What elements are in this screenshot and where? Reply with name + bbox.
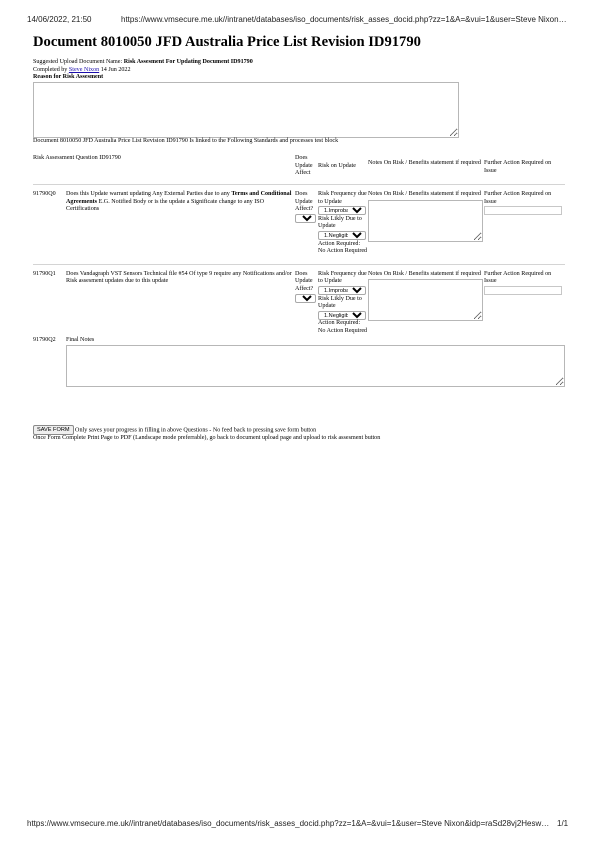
notes-label: Notes On Risk / Benefits statement if required <box>368 270 481 277</box>
header-notes: Notes On Risk / Benefits statement if required <box>368 160 481 166</box>
notes-textarea[interactable] <box>368 200 483 242</box>
completed-date: 14 Jun 2022 <box>100 66 131 73</box>
save-line <box>33 425 565 435</box>
further-action-cell <box>484 185 565 265</box>
risk-likely-label: Risk Likly Due to Update <box>318 215 362 230</box>
further-action-label: Further Action Required on Issue <box>484 191 552 205</box>
risk-frequency-select[interactable] <box>318 206 366 215</box>
suggested-name-label: Suggested Upload Document Name: <box>33 59 124 65</box>
linked-standards-text: Document 8010050 JFD Australia Price List Revision ID91790 Is linked to the Following Standards and processes test block <box>33 138 339 144</box>
completed-by-link[interactable]: Steve Nixon <box>68 66 100 73</box>
final-notes-label: Final Notes <box>66 336 95 343</box>
notes-label: Notes On Risk / Benefits statement if required <box>368 191 481 197</box>
completed-by-label: Completed by <box>33 66 69 73</box>
save-form-button[interactable]: SAVE FORM <box>33 425 74 435</box>
suggested-name-line <box>33 59 463 67</box>
further-action-label: Further Action Required on Issue <box>484 270 552 285</box>
action-required-text: Action Required: No Action Required <box>318 320 368 334</box>
risk-likely-label: Risk Likly Due to Update <box>318 295 362 310</box>
table-header-row <box>33 155 565 185</box>
further-action-input[interactable] <box>484 286 562 295</box>
table-row <box>33 185 565 265</box>
print-instructions: Once Form Complete Print Page to PDF (Landscape mode preferrable), go back to document upload page and upload to risk assesment button <box>33 435 381 441</box>
does-update-cell <box>295 185 318 265</box>
header-further-action: Further Action Required on Issue <box>484 160 552 174</box>
notes-textarea[interactable] <box>368 279 483 321</box>
does-update-cell <box>295 264 318 335</box>
print-header-date: 14/06/2022, 21:50 <box>27 15 92 24</box>
does-update-select[interactable] <box>295 294 316 303</box>
question-id: 91790Q0 <box>33 185 66 265</box>
risk-assessment-table <box>33 155 565 387</box>
action-required-text: Action Required: No Action Required <box>318 240 368 255</box>
risk-likely-select[interactable] <box>318 311 366 320</box>
page-title: Document 8010050 JFD Australia Price List Revision ID91790 <box>33 34 421 50</box>
notes-cell <box>368 264 484 335</box>
reason-textarea[interactable] <box>33 82 459 138</box>
print-header-url: https://www.vmsecure.me.uk//intranet/databases/iso_documents/risk_asses_docid.php?zz=1&A=&vui=1&user=Steve Nixon… <box>121 15 567 24</box>
header-does-update: Does Update Affect <box>295 155 313 177</box>
final-notes-id: 91790Q2 <box>33 336 56 343</box>
reason-label: Reason for Risk Assesment <box>33 74 104 81</box>
further-action-cell <box>484 264 565 335</box>
completed-by-line <box>33 67 463 75</box>
risk-likely-select[interactable] <box>318 231 366 240</box>
risk-frequency-label: Risk Frequency due to Update <box>318 191 367 205</box>
notes-cell <box>368 185 484 265</box>
final-notes-row <box>33 336 565 388</box>
header-risk-on-update: Risk on Update <box>318 163 356 169</box>
print-footer-page-number: 1/1 <box>557 819 569 828</box>
question-text: Does Vandagraph VST Sensors Technical file #54 Of type 9 require any Notifications and/or Risk assesment updates due to this update <box>66 264 295 335</box>
risk-frequency-select[interactable] <box>318 286 366 295</box>
risk-on-update-cell <box>318 264 368 335</box>
question-text: Does this Update warrant updating Any External Parties due to any Terms and Conditional Agreements E.G. Notified Body or is the update a Significate change to any ISO Certifications <box>66 185 295 265</box>
print-footer-url: https://www.vmsecure.me.uk//intranet/databases/iso_documents/risk_asses_docid.php?zz=1&A=&vui=1&user=Steve Nixon&idp=raSd28vj2Hesw… <box>27 819 550 828</box>
table-row <box>33 264 565 335</box>
suggested-name-value: Risk Assesment For Updating Document ID91790 <box>123 59 253 65</box>
save-section <box>33 425 565 443</box>
does-update-select[interactable] <box>295 214 316 223</box>
question-id: 91790Q1 <box>33 264 66 335</box>
header-risk-question: Risk Assessment Question ID91790 <box>33 155 121 161</box>
save-note: Only saves your progress in filling in above Questions - No feed back to pressing save form button <box>73 427 317 434</box>
further-action-input[interactable] <box>484 206 562 215</box>
document-meta <box>33 59 463 82</box>
final-notes-cell <box>66 336 565 388</box>
does-update-label: Does Update Affect? <box>295 270 314 292</box>
risk-on-update-cell <box>318 185 368 265</box>
does-update-label: Does Update Affect? <box>295 191 314 213</box>
final-notes-textarea[interactable] <box>66 345 565 387</box>
risk-frequency-label: Risk Frequency due to Update <box>318 270 367 285</box>
